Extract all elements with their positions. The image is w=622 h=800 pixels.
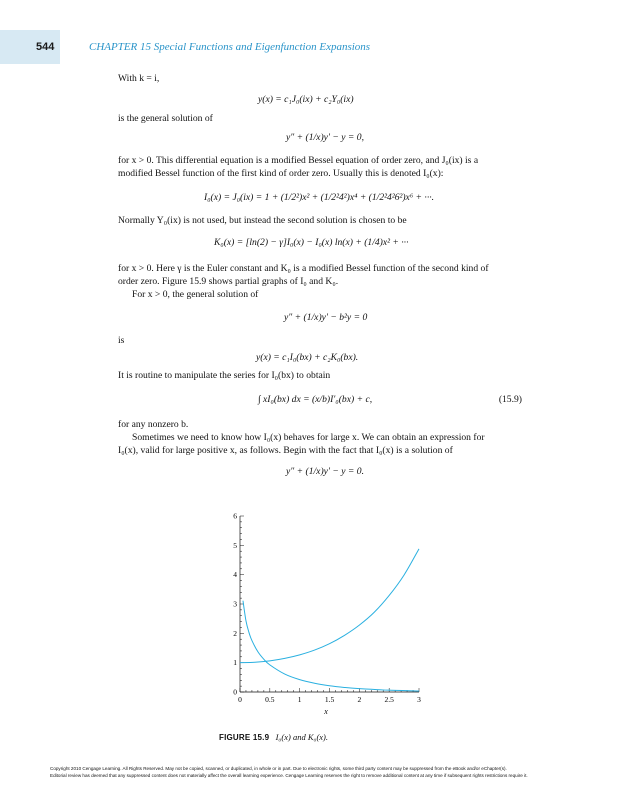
paragraph-second-solution: Normally Y₀(ix) is not used, but instead the second solution is chosen to be bbox=[118, 215, 407, 226]
equation-final: y″ + (1/x)y′ − y = 0. bbox=[286, 466, 364, 477]
y-tick-label: 0 bbox=[233, 687, 237, 697]
x-tick-label: 0.5 bbox=[265, 695, 275, 704]
paragraph-euler-line2: order zero. Figure 15.9 shows partial graphs of I₀ and K₀. bbox=[118, 276, 339, 287]
x-tick-label: 3 bbox=[417, 695, 421, 704]
x-tick-label: 2.5 bbox=[384, 695, 394, 704]
page-number: 544 bbox=[36, 41, 55, 53]
paragraph-nonzero-b: for any nonzero b. bbox=[118, 419, 189, 430]
paragraph-euler-line1: for x > 0. Here γ is the Euler constant and K₀ is a modified Bessel function of the second kind of bbox=[118, 263, 489, 274]
y-tick-label: 2 bbox=[233, 628, 237, 638]
chart-axes bbox=[240, 516, 419, 692]
y-tick-label: 1 bbox=[233, 658, 237, 668]
equation-K0: K₀(x) = [ln(2) − γ]I₀(x) − I₀(x) ln(x) + (1/4)x² + ··· bbox=[214, 237, 409, 248]
paragraph-large-x-line2: I₀(x), valid for large positive x, as follows. Begin with the fact that I₀(x) is a solution of bbox=[118, 445, 453, 456]
chapter-title: CHAPTER 15 Special Functions and Eigenfunction Expansions bbox=[89, 41, 371, 53]
x-tick-label: 1.5 bbox=[324, 695, 335, 704]
x-tick-label: 2 bbox=[357, 695, 362, 704]
equation-number: (15.9) bbox=[498, 394, 522, 405]
equation-I0-series: I₀(x) = J₀(ix) = 1 + (1/2²)x² + (1/2²4²)x⁴ + (1/2²4²6²)x⁶ + ···. bbox=[204, 192, 435, 203]
paragraph-for-x-positive: For x > 0, the general solution of bbox=[132, 289, 259, 300]
figure-chart bbox=[220, 508, 440, 720]
copyright-line-1: Copyright 2010 Cengage Learning. All Rights Reserved. May not be copied, scanned, or duplicated, in whole or in part. Due to electronic rights, some third party content may be suppressed from the eBook and/or eChapter(s). bbox=[50, 766, 507, 771]
figure-caption-label: FIGURE 15.9 bbox=[219, 733, 270, 742]
series-line-i0x bbox=[240, 549, 419, 663]
copyright-line-2: Editorial review has deemed that any suppressed content does not materially affect the overall learning experience. Cengage Learning reserves the right to remove additional content at any time if subsequent rights restrictions require it. bbox=[50, 773, 528, 778]
equation-general-solution-b: y(x) = c₁I₀(bx) + c₂K₀(bx). bbox=[256, 352, 359, 363]
x-tick-label: 1 bbox=[297, 695, 302, 704]
x-axis-label: x bbox=[324, 707, 328, 716]
y-tick-label: 5 bbox=[233, 540, 237, 550]
paragraph-is: is bbox=[118, 335, 125, 346]
series-line-k0x bbox=[243, 601, 419, 691]
paragraph-manipulate-series: It is routine to manipulate the series for I₀(bx) to obtain bbox=[118, 370, 331, 381]
paragraph-large-x-line1: Sometimes we need to know how I₀(x) behaves for large x. We can obtain an expression for bbox=[132, 432, 485, 443]
y-tick-label: 3 bbox=[233, 599, 237, 609]
paragraph-with-k: With k = i, bbox=[118, 73, 160, 84]
paragraph-modified-bessel-line2: modified Bessel function of the first kind of order zero. Usually this is denoted I₀(x): bbox=[118, 168, 444, 179]
y-tick-label: 6 bbox=[233, 511, 237, 521]
equation-b-squared: y″ + (1/x)y′ − b²y = 0 bbox=[284, 312, 368, 323]
figure-caption bbox=[219, 732, 328, 742]
equation-modified-bessel: y″ + (1/x)y′ − y = 0, bbox=[286, 132, 364, 143]
y-tick-label: 4 bbox=[233, 570, 237, 580]
paragraph-modified-bessel-line1: for x > 0. This differential equation is a modified Bessel equation of order zero, and J₀(ix) is a bbox=[118, 155, 479, 166]
paragraph-general-solution-of: is the general solution of bbox=[118, 113, 213, 124]
x-tick-label: 0 bbox=[238, 695, 242, 704]
figure-caption-text: I₀(x) and K₀(x). bbox=[275, 732, 328, 742]
equation-integral: ∫ xI₀(bx) dx = (x/b)I′₀(bx) + c, bbox=[258, 394, 373, 405]
chart-series bbox=[240, 549, 419, 691]
chart-ticks bbox=[233, 512, 421, 705]
equation-general-solution: y(x) = c₁J₀(ix) + c₂Y₀(ix) bbox=[258, 94, 354, 105]
